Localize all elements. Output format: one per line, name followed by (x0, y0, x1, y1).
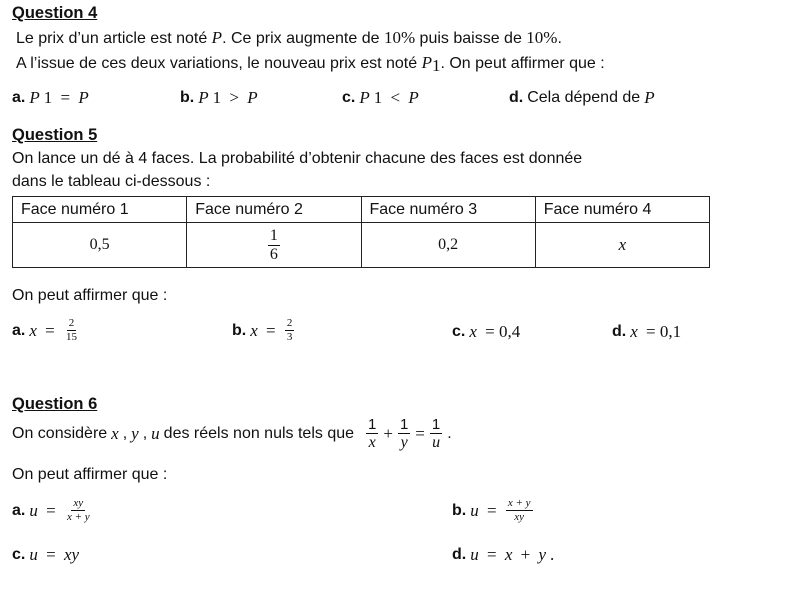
q4-option-d[interactable]: d. Cela dépend de P (509, 88, 655, 107)
q4-option-c[interactable]: c. P 1 < P (342, 88, 419, 107)
table-header-cell: Face numéro 1 (13, 197, 187, 223)
question-6-statement: On considère x , y , u des réels non nuls tels que $\frac{1}{x}$ + $\frac{1}{y}$ = $\frac{1}{u}$ . (12, 416, 452, 451)
table-cell: x (535, 223, 709, 268)
table-header-cell: Face numéro 4 (535, 197, 709, 223)
question-4-statement-line-1: Le prix d’un article est noté P. Ce prix augmente de 10% puis baisse de 10%. (16, 28, 562, 47)
question-6-title: Question 6 (12, 395, 98, 413)
question-5-title: Question 5 (12, 126, 98, 144)
question-4-statement-line-2: A l’issue de ces deux variations, le nouveau prix est noté $P_1$. On peut affirmer que : (16, 53, 605, 75)
table-row (13, 223, 710, 268)
table-cell: 0,2 (361, 223, 535, 268)
question-4-title: Question 4 (12, 4, 98, 22)
table-cell: 0,5 (13, 223, 187, 268)
q5-option-b[interactable]: b. x = $\frac{2}{3}$ (232, 317, 293, 343)
q5-option-c[interactable]: c. x = 0,4 (452, 322, 521, 341)
q6-option-d[interactable]: d. u = x + y . (452, 545, 555, 564)
table-header-row (13, 197, 710, 223)
question-5-statement-line-1: On lance un dé à 4 faces. La probabilité d’obtenir chacune des faces est donnée (12, 150, 583, 167)
question-6-prompt: On peut affirmer que : (12, 466, 168, 483)
probability-table (12, 196, 710, 268)
question-5-prompt: On peut affirmer que : (12, 287, 168, 304)
table-header-cell: Face numéro 3 (361, 197, 535, 223)
q4-option-b[interactable]: b. P 1 > P (180, 88, 258, 107)
table-cell: $\frac{1}{6}$ (187, 223, 361, 268)
q6-option-c[interactable]: c. u = xy (12, 545, 80, 564)
q6-option-b[interactable]: b. u = $\frac{x + y}{xy}$ (452, 497, 531, 523)
q5-option-d[interactable]: d. x = 0,1 (612, 322, 682, 341)
q6-option-a[interactable]: a. u = $\frac{xy}{x + y}$ (12, 497, 90, 523)
table-header-cell: Face numéro 2 (187, 197, 361, 223)
question-5-statement-line-2: dans le tableau ci-dessous : (12, 173, 211, 190)
q5-option-a[interactable]: a. x = $\frac{2}{15}$ (12, 317, 77, 343)
q4-option-a[interactable]: a. P 1 = P (12, 88, 89, 107)
